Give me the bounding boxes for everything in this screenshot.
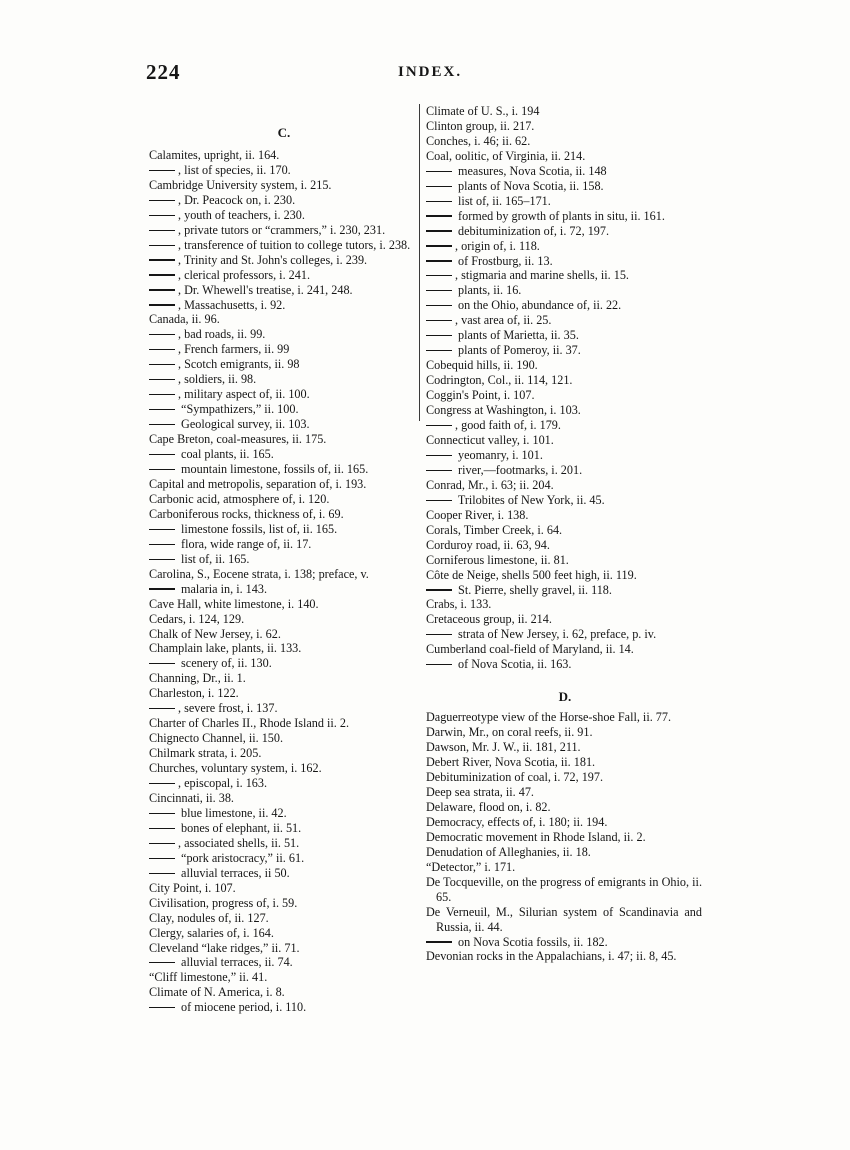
ditto-dash [149, 469, 175, 470]
entry-text: Clinton group, ii. 217. [426, 118, 535, 133]
entry-text: on Nova Scotia fossils, ii. 182. [455, 934, 608, 949]
entry-text: Corals, Timber Creek, i. 64. [426, 522, 563, 537]
entry-text: scenery of, ii. 130. [178, 656, 272, 671]
entry-text: Civilisation, progress of, i. 59. [149, 895, 298, 910]
entry-text: Geological survey, ii. 103. [178, 417, 310, 432]
index-entry [426, 710, 702, 725]
index-entry [149, 761, 417, 776]
entry-text: Climate of N. America, i. 8. [149, 985, 285, 1000]
index-subentry [149, 357, 417, 372]
entry-text: Chilmark strata, i. 205. [149, 746, 262, 761]
entry-text: “pork aristocracy,” ii. 61. [178, 850, 305, 865]
index-entry [149, 507, 417, 522]
entry-text: bones of elephant, ii. 51. [178, 820, 302, 835]
index-entry [426, 149, 702, 164]
ditto-dash [149, 379, 175, 380]
index-entry [149, 178, 417, 193]
index-subentry [149, 537, 417, 552]
entry-text: Devonian rocks in the Appalachians, i. 47; ii. 8, 45. [426, 949, 677, 964]
entry-text: on the Ohio, abundance of, ii. 22. [455, 298, 622, 313]
index-subentry [426, 935, 702, 950]
entry-text: , Massachusetts, i. 92. [178, 297, 286, 312]
index-subentry [149, 447, 417, 462]
index-subentry [149, 342, 417, 357]
index-subentry [426, 583, 702, 598]
index-entry [149, 671, 417, 686]
index-entry [426, 740, 702, 755]
entry-text: mountain limestone, fossils of, ii. 165. [178, 462, 369, 477]
ditto-dash [426, 245, 452, 246]
index-entry [426, 597, 702, 612]
entry-text: “Cliff limestone,” ii. 41. [149, 970, 268, 985]
index-entry [426, 523, 702, 538]
index-entry [426, 875, 702, 905]
index-entry [426, 568, 702, 583]
entry-text: , Dr. Peacock on, i. 230. [178, 192, 296, 207]
index-column-left [149, 118, 417, 1015]
ditto-dash [426, 230, 452, 231]
entry-text: Cave Hall, white limestone, i. 140. [149, 596, 319, 611]
ditto-dash [149, 409, 175, 410]
entry-text: Capital and metropolis, separation of, i. 193. [149, 476, 367, 491]
index-subentry [149, 193, 417, 208]
ditto-dash [426, 290, 452, 291]
entry-text: Channing, Dr., ii. 1. [149, 671, 246, 686]
index-entry [149, 148, 417, 163]
entry-text: Darwin, Mr., on coral reefs, ii. 91. [426, 725, 593, 740]
index-subentry [426, 209, 702, 224]
index-entry [426, 358, 702, 373]
index-entry [426, 433, 702, 448]
index-subentry [149, 417, 417, 432]
index-subentry [149, 851, 417, 866]
entry-text: plants of Marietta, ii. 35. [455, 328, 579, 343]
index-subentry [149, 387, 417, 402]
ditto-dash [149, 858, 175, 859]
index-subentry [426, 448, 702, 463]
index-subentry [149, 821, 417, 836]
index-entry [426, 388, 702, 403]
entry-text: , associated shells, ii. 51. [178, 835, 300, 850]
entry-text: Debert River, Nova Scotia, ii. 181. [426, 755, 596, 770]
entry-text: of Frostburg, ii. 13. [455, 253, 553, 268]
index-entry [149, 731, 417, 746]
entry-text: Champlain lake, plants, ii. 133. [149, 641, 302, 656]
entry-text: Cincinnati, ii. 38. [149, 790, 234, 805]
ditto-dash [149, 962, 175, 963]
index-entry [426, 949, 702, 964]
index-entry [426, 478, 702, 493]
entry-text: Denudation of Alleghanies, ii. 18. [426, 844, 591, 859]
index-entry [426, 905, 702, 935]
entry-text: Crabs, i. 133. [426, 597, 492, 612]
entry-text: , Trinity and St. John's colleges, i. 239. [178, 252, 368, 267]
ditto-dash [426, 589, 452, 590]
index-subentry [149, 268, 417, 283]
ditto-dash [426, 215, 452, 216]
index-subentry [149, 283, 417, 298]
entry-text: Conches, i. 46; ii. 62. [426, 133, 531, 148]
entry-text: Coal, oolitic, of Virginia, ii. 214. [426, 148, 586, 163]
entry-text: Carolina, S., Eocene strata, i. 138; preface, v. [149, 566, 369, 581]
index-subentry [426, 283, 702, 298]
entry-text: malaria in, i. 143. [178, 581, 268, 596]
entry-text: , Dr. Whewell's treatise, i. 241, 248. [178, 282, 353, 297]
index-entry [149, 312, 417, 327]
ditto-dash [149, 559, 175, 560]
index-subentry [149, 163, 417, 178]
entry-text: Dawson, Mr. J. W., ii. 181, 211. [426, 740, 581, 755]
entry-text: flora, wide range of, ii. 17. [178, 536, 312, 551]
index-subentry [149, 776, 417, 791]
entry-text: Clergy, salaries of, i. 164. [149, 925, 274, 940]
index-subentry [426, 418, 702, 433]
index-subentry [426, 268, 702, 283]
entry-text: yeomanry, i. 101. [455, 447, 543, 462]
ditto-dash [426, 425, 452, 426]
ditto-dash [149, 813, 175, 814]
index-subentry [149, 298, 417, 313]
ditto-dash [426, 664, 452, 665]
index-subentry [149, 462, 417, 477]
ditto-dash [149, 245, 175, 246]
index-subentry [149, 552, 417, 567]
index-subentry [426, 343, 702, 358]
ditto-dash [426, 350, 452, 351]
ditto-dash [149, 304, 175, 305]
entry-text: Trilobites of New York, ii. 45. [455, 492, 605, 507]
ditto-dash [149, 873, 175, 874]
index-entry [149, 791, 417, 806]
index-entry [149, 746, 417, 761]
index-entry [426, 725, 702, 740]
ditto-dash [426, 470, 452, 471]
section-letter-heading: C. [277, 125, 291, 140]
entry-text: Churches, voluntary system, i. 162. [149, 761, 322, 776]
entry-text: Corduroy road, ii. 63, 94. [426, 537, 550, 552]
index-entry [149, 926, 417, 941]
entry-text: Cleveland “lake ridges,” ii. 71. [149, 940, 300, 955]
ditto-dash [149, 274, 175, 275]
entry-text: coal plants, ii. 165. [178, 447, 274, 462]
entry-text: , bad roads, ii. 99. [178, 327, 266, 342]
index-entry [426, 508, 702, 523]
entry-text: Congress at Washington, i. 103. [426, 403, 581, 418]
entry-text: limestone fossils, list of, ii. 165. [178, 521, 338, 536]
entry-text: Debituminization of coal, i. 72, 197. [426, 770, 604, 785]
index-entry [149, 612, 417, 627]
entry-text: , youth of teachers, i. 230. [178, 207, 305, 222]
index-subentry [149, 866, 417, 881]
entry-text: plants of Pomeroy, ii. 37. [455, 343, 581, 358]
index-subentry [149, 582, 417, 597]
entry-text: Democratic movement in Rhode Island, ii. 2. [426, 829, 646, 844]
entry-text: , episcopal, i. 163. [178, 776, 268, 791]
entry-text: Cretaceous group, ii. 214. [426, 612, 552, 627]
index-subentry [426, 164, 702, 179]
index-entry [149, 627, 417, 642]
index-entry [149, 686, 417, 701]
entry-text: Chignecto Channel, ii. 150. [149, 731, 284, 746]
index-entry [426, 538, 702, 553]
index-subentry [426, 194, 702, 209]
index-entry [426, 134, 702, 149]
ditto-dash [149, 215, 175, 216]
column-rule [419, 104, 420, 421]
index-entry [426, 119, 702, 134]
index-subentry [426, 313, 702, 328]
entry-text: , clerical professors, i. 241. [178, 267, 310, 282]
index-subentry [149, 806, 417, 821]
ditto-dash [149, 529, 175, 530]
entry-text: Cumberland coal-field of Maryland, ii. 14. [426, 642, 634, 657]
entry-text: Carboniferous rocks, thickness of, i. 69. [149, 506, 344, 521]
index-entry [426, 830, 702, 845]
index-subentry [426, 179, 702, 194]
entry-text: plants of Nova Scotia, ii. 158. [455, 178, 604, 193]
entry-text: Connecticut valley, i. 101. [426, 432, 554, 447]
ditto-dash [149, 454, 175, 455]
ditto-dash [426, 500, 452, 501]
entry-text: , vast area of, ii. 25. [455, 313, 552, 328]
ditto-dash [149, 334, 175, 335]
ditto-dash [426, 320, 452, 321]
index-entry [426, 403, 702, 418]
index-subentry [426, 463, 702, 478]
index-subentry [149, 238, 417, 253]
entry-text: Corniferous limestone, ii. 81. [426, 552, 569, 567]
index-entry [149, 941, 417, 956]
ditto-dash [149, 289, 175, 290]
ditto-dash [149, 663, 175, 664]
index-subentry [149, 372, 417, 387]
entry-text: formed by growth of plants in situ, ii. 161. [455, 208, 665, 223]
ditto-dash [149, 230, 175, 231]
index-entry [149, 716, 417, 731]
ditto-dash [426, 941, 452, 942]
entry-text: De Tocqueville, on the progress of emigrants in Ohio, ii. 65. [426, 874, 702, 904]
index-subentry [149, 208, 417, 223]
index-subentry [149, 327, 417, 342]
entry-text: list of, ii. 165. [178, 551, 250, 566]
ditto-dash [426, 335, 452, 336]
index-entry [149, 985, 417, 1000]
index-entry [426, 373, 702, 388]
entry-text: alluvial terraces, ii 50. [178, 865, 290, 880]
index-entry [149, 970, 417, 985]
section-letter-heading: D. [558, 689, 572, 705]
entry-text: , soldiers, ii. 98. [178, 372, 257, 387]
index-column-right [426, 104, 702, 964]
ditto-dash [149, 394, 175, 395]
entry-text: strata of New Jersey, i. 62, preface, p. iv. [455, 627, 657, 642]
entry-text: Daguerreotype view of the Horse-shoe Fall, ii. 77. [426, 710, 672, 725]
ditto-dash [149, 544, 175, 545]
index-entry [149, 567, 417, 582]
index-subentry [149, 402, 417, 417]
index-entry [426, 845, 702, 860]
ditto-dash [426, 275, 452, 276]
ditto-dash [149, 708, 175, 709]
index-entry [426, 642, 702, 657]
index-entry [426, 104, 702, 119]
entry-text: Delaware, flood on, i. 82. [426, 799, 551, 814]
entry-text: , list of species, ii. 170. [178, 162, 291, 177]
entry-text: Climate of U. S., i. 194 [426, 104, 540, 118]
index-entry [149, 896, 417, 911]
ditto-dash [426, 260, 452, 261]
entry-text: “Detector,” i. 171. [426, 859, 516, 874]
entry-text: of miocene period, i. 110. [178, 1000, 307, 1015]
index-subentry [149, 522, 417, 537]
entry-text: Canada, ii. 96. [149, 312, 220, 327]
ditto-dash [149, 364, 175, 365]
ditto-dash [149, 424, 175, 425]
entry-text: Deep sea strata, ii. 47. [426, 784, 534, 799]
ditto-dash [426, 305, 452, 306]
entry-text: Cooper River, i. 138. [426, 507, 529, 522]
ditto-dash [149, 783, 175, 784]
index-entry [149, 477, 417, 492]
index-subentry [426, 239, 702, 254]
entry-text: debituminization of, i. 72, 197. [455, 223, 610, 238]
index-entry [426, 612, 702, 627]
index-entry [426, 553, 702, 568]
running-head: INDEX. [398, 64, 463, 80]
index-subentry [149, 253, 417, 268]
page-number: 224 [146, 60, 181, 84]
ditto-dash [149, 349, 175, 350]
entry-text: De Verneuil, M., Silurian system of Scandinavia and Russia, ii. 44. [426, 904, 702, 934]
entry-text: , good faith of, i. 179. [455, 418, 561, 433]
entry-text: Carbonic acid, atmosphere of, i. 120. [149, 491, 330, 506]
ditto-dash [149, 200, 175, 201]
index-entry [149, 881, 417, 896]
entry-text: Codrington, Col., ii. 114, 121. [426, 373, 573, 388]
index-subentry [149, 955, 417, 970]
ditto-dash [149, 843, 175, 844]
ditto-dash [426, 171, 452, 172]
ditto-dash [149, 588, 175, 589]
entry-text: Democracy, effects of, i. 180; ii. 194. [426, 814, 608, 829]
entry-text: plants, ii. 16. [455, 283, 522, 298]
entry-text: river,—footmarks, i. 201. [455, 462, 583, 477]
entry-text: blue limestone, ii. 42. [178, 805, 287, 820]
entry-text: measures, Nova Scotia, ii. 148 [455, 163, 607, 178]
entry-text: Côte de Neige, shells 500 feet high, ii. 119. [426, 567, 637, 582]
entry-text: Cedars, i. 124, 129. [149, 611, 245, 626]
entry-text: alluvial terraces, ii. 74. [178, 955, 293, 970]
entry-text: Charleston, i. 122. [149, 686, 239, 701]
index-entry [426, 860, 702, 875]
index-subentry [426, 657, 702, 672]
index-entry [426, 755, 702, 770]
entry-text: Cambridge University system, i. 215. [149, 177, 332, 192]
ditto-dash [426, 186, 452, 187]
entry-text: Cape Breton, coal-measures, ii. 175. [149, 432, 327, 447]
entry-text: “Sympathizers,” ii. 100. [178, 402, 299, 417]
ditto-dash [149, 170, 175, 171]
index-entry [149, 432, 417, 447]
ditto-dash [149, 828, 175, 829]
entry-text: , military aspect of, ii. 100. [178, 387, 310, 402]
entry-text: St. Pierre, shelly gravel, ii. 118. [455, 582, 612, 597]
index-subentry [426, 493, 702, 508]
entry-text: City Point, i. 107. [149, 880, 236, 895]
entry-text: , Scotch emigrants, ii. 98 [178, 357, 300, 372]
entry-text: Charter of Charles II., Rhode Island ii. 2. [149, 716, 350, 731]
index-subentry [149, 1000, 417, 1015]
index-subentry [426, 224, 702, 239]
entry-text: list of, ii. 165–171. [455, 193, 551, 208]
entry-text: Cobequid hills, ii. 190. [426, 358, 538, 373]
index-entry [426, 800, 702, 815]
entry-text: Coggin's Point, i. 107. [426, 388, 535, 403]
entry-text: , transference of tuition to college tutors, i. 238. [178, 237, 411, 252]
ditto-dash [149, 259, 175, 260]
entry-text: , severe frost, i. 137. [178, 701, 278, 716]
ditto-dash [426, 634, 452, 635]
index-subentry [149, 656, 417, 671]
entry-text: Clay, nodules of, ii. 127. [149, 910, 269, 925]
entry-text: Chalk of New Jersey, i. 62. [149, 626, 281, 641]
index-entry [426, 815, 702, 830]
entry-text: Calamites, upright, ii. 164. [149, 148, 280, 162]
ditto-dash [426, 455, 452, 456]
index-subentry [426, 328, 702, 343]
ditto-dash [149, 1007, 175, 1008]
index-entry [426, 785, 702, 800]
index-subentry [149, 836, 417, 851]
entry-text: , origin of, i. 118. [455, 238, 540, 253]
ditto-dash [426, 201, 452, 202]
index-entry [149, 911, 417, 926]
entry-text: , French farmers, ii. 99 [178, 342, 290, 357]
index-subentry [426, 254, 702, 269]
index-entry [149, 492, 417, 507]
entry-text: Conrad, Mr., i. 63; ii. 204. [426, 477, 554, 492]
index-entry [149, 597, 417, 612]
entry-text: of Nova Scotia, ii. 163. [455, 657, 572, 672]
index-subentry [149, 701, 417, 716]
entry-text: , private tutors or “crammers,” i. 230, 231. [178, 222, 386, 237]
index-subentry [149, 223, 417, 238]
index-entry [426, 770, 702, 785]
index-entry [149, 641, 417, 656]
index-subentry [426, 627, 702, 642]
index-subentry [426, 298, 702, 313]
entry-text: , stigmaria and marine shells, ii. 15. [455, 268, 629, 283]
